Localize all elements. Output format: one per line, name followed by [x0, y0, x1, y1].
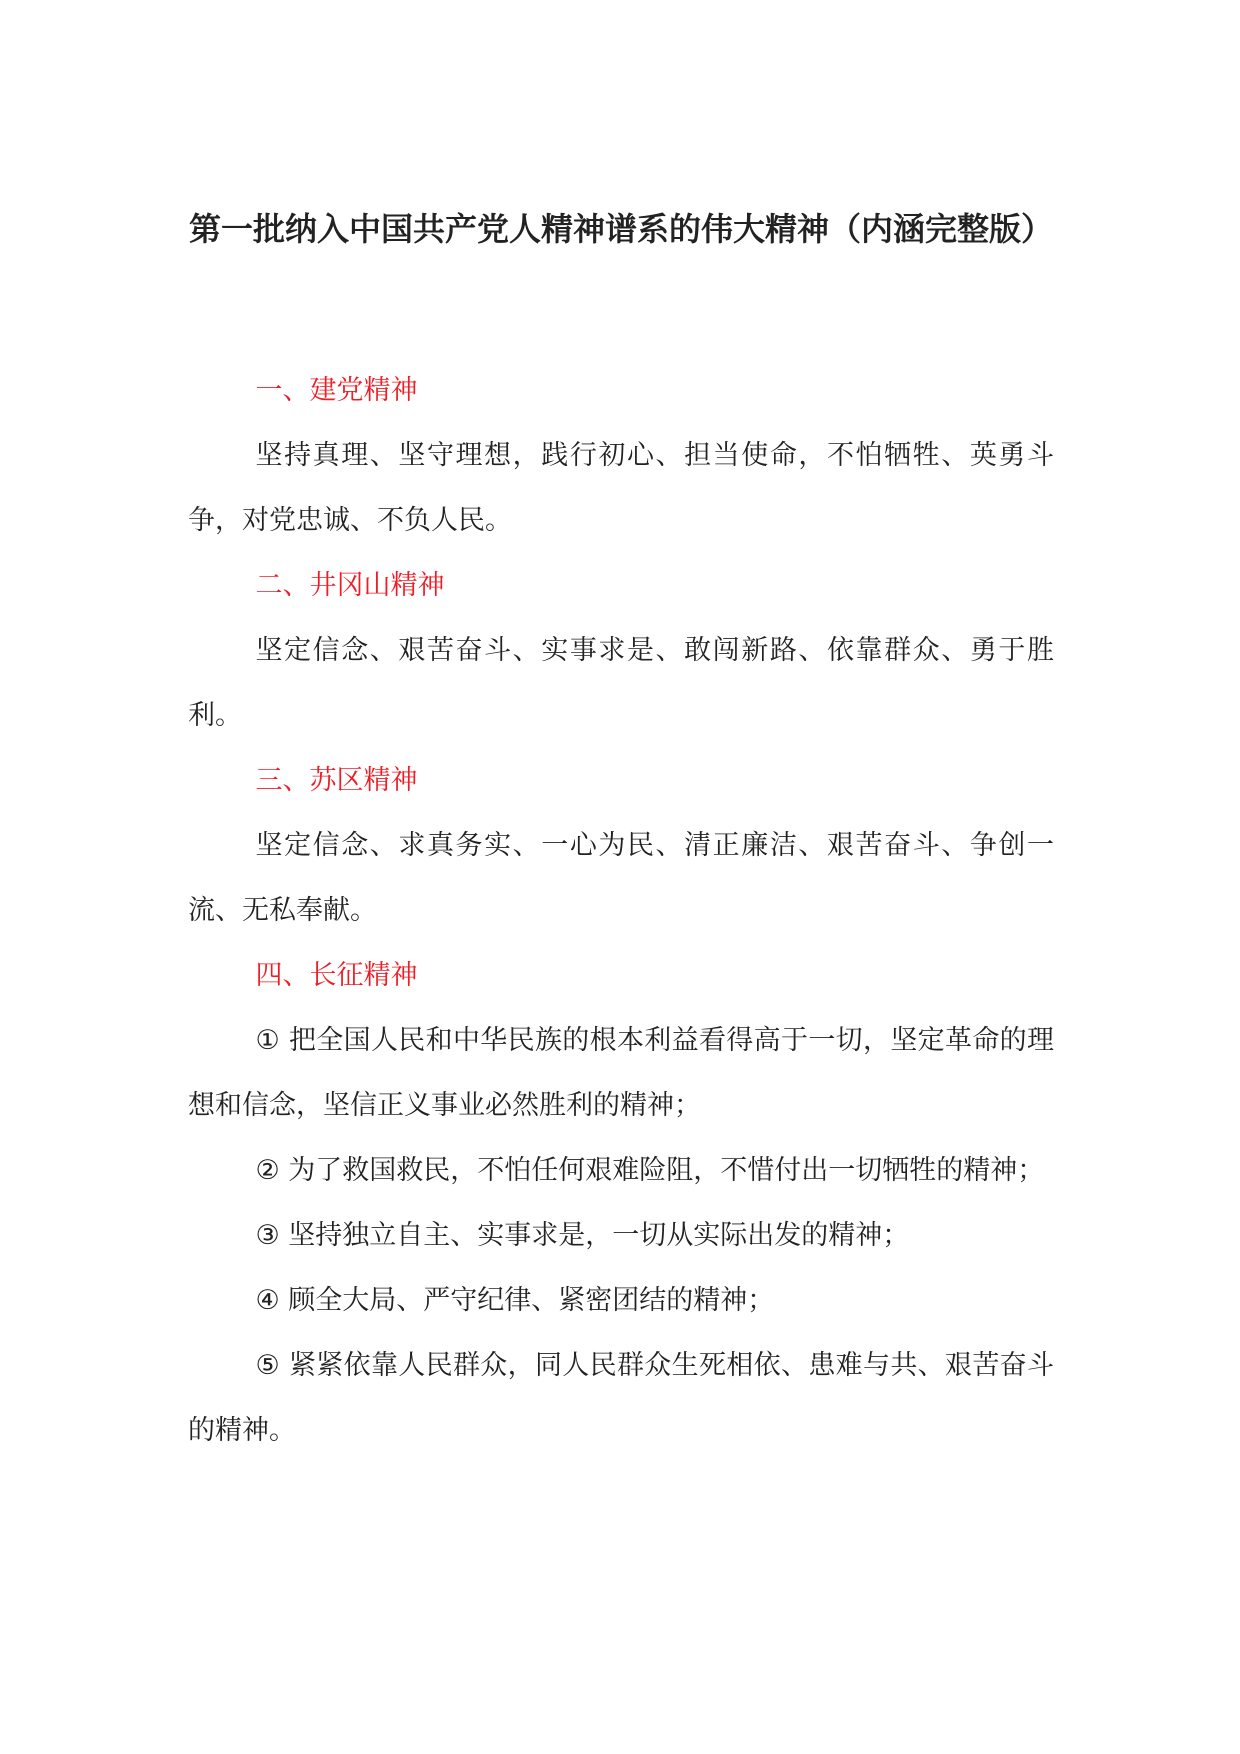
section-paragraph: 坚定信念、求真务实、一心为民、清正廉洁、艰苦奋斗、争创一流、无私奉献。: [188, 830, 1054, 926]
section-list-item: ④ 顾全大局、严守纪律、紧密团结的精神；: [255, 1285, 775, 1316]
section-heading: 一、建党精神: [255, 375, 418, 406]
section-list-item: ② 为了救国救民，不怕任何艰难险阻，不惜付出一切牺牲的精神；: [255, 1155, 1045, 1186]
section-paragraph: 坚定信念、艰苦奋斗、实事求是、敢闯新路、依靠群众、勇于胜利。: [188, 635, 1054, 731]
section-paragraph: 坚持真理、坚守理想，践行初心、担当使命，不怕牺牲、英勇斗争，对党忠诚、不负人民。: [188, 440, 1054, 536]
document-body: [188, 358, 1054, 1463]
section-heading: 四、长征精神: [255, 960, 418, 991]
section-list-item: ⑤ 紧紧依靠人民群众，同人民群众生死相依、患难与共、艰苦奋斗的精神。: [188, 1350, 1054, 1446]
section-heading: 二、井冈山精神: [255, 570, 445, 601]
section-list-item: ③ 坚持独立自主、实事求是，一切从实际出发的精神；: [255, 1220, 910, 1251]
section-heading: 三、苏区精神: [255, 765, 418, 796]
document-title: 第一批纳入中国共产党人精神谱系的伟大精神（内涵完整版）: [188, 210, 1053, 248]
section-list-item: ① 把全国人民和中华民族的根本利益看得高于一切，坚定革命的理想和信念，坚信正义事业必然胜利的精神；: [188, 1025, 1054, 1121]
